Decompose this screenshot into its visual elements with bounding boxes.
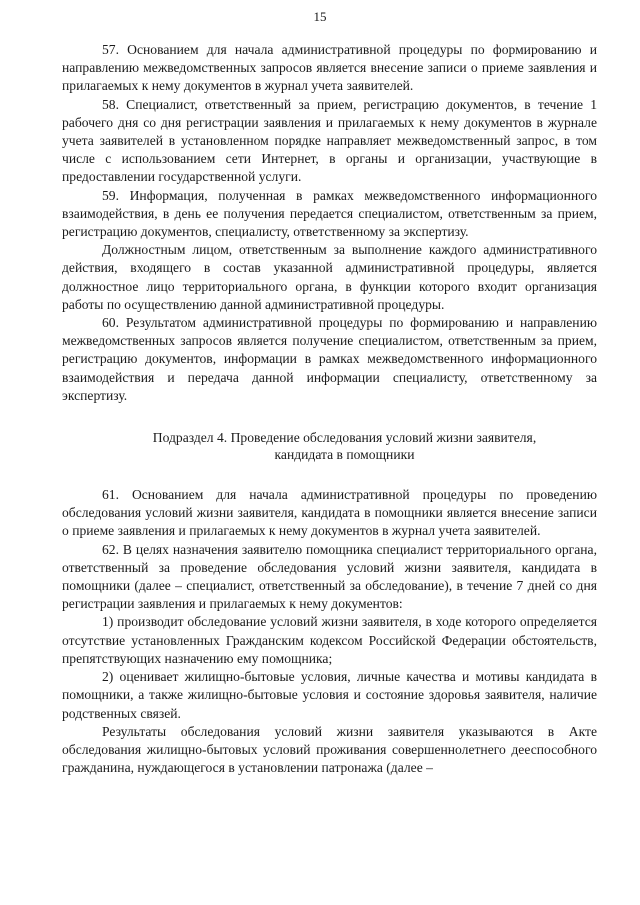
list-item-1: 1) производит обследование условий жизни заявителя, в ходе которого определяется отсутствие установленных Гражданским кодексом Российской Федерации обстоятельств, препятствующих назначению ему помощника; [62, 614, 597, 666]
paragraph-61: 61. Основанием для начала административной процедуры по проведению обследования условий жизни заявителя, кандидата в помощники является внесение записи о приеме заявления и прилагаемых к нему документов в журнал учета заявителей. [62, 487, 597, 539]
subsection-heading-line2: кандидата в помощники [274, 447, 415, 463]
document-body [62, 41, 597, 777]
list-item-2: 2) оценивает жилищно-бытовые условия, личные качества и мотивы кандидата в помощники, а также жилищно-бытовые условия и состояние здоровья заявителя, наличие родственных связей. [62, 669, 597, 721]
subsection-heading-line1: Подраздел 4. Проведение обследования условий жизни заявителя, [152, 430, 537, 446]
paragraph-62: 62. В целях назначения заявителю помощника специалист территориального органа, ответственный за проведение обследования условий жизни заявителя, кандидата в помощники (далее – специалист, ответственный за обследование), в течение 7 дней со дня регистрации заявления и прилагаемых к нему документов: [62, 541, 597, 612]
paragraph-58: 58. Специалист, ответственный за прием, регистрацию документов, в течение 1 рабочего дня со дня регистрации заявления и прилагаемых к нему документов в журнале учета заявителей в установленном порядке направляет межведомственный запрос, в том числе с использованием сети Интернет, в органы и организации, участвующие в предоставлении государственной услуги. [62, 96, 597, 185]
paragraph-results: Результаты обследования условий жизни заявителя указываются в Акте обследования жилищно-бытовых условий проживания совершеннолетнего дееспособного гражданина, нуждающегося в установлении патронажа (далее – [62, 723, 597, 776]
paragraph-57: 57. Основанием для начала административной процедуры по формированию и направлению межведомственных запросов является внесение записи о приеме заявления и прилагаемых к нему документов в журнал учета заявителей. [62, 42, 597, 94]
page-number: 15 [313, 9, 327, 24]
paragraph-60: 60. Результатом административной процедуры по формированию и направлению межведомственных запросов является получение специалистом, ответственным за прием, регистрацию документов, информации в рамках межведомственного информационного взаимодействия и передача данной информации специалисту, ответственному за экспертизу. [62, 315, 597, 403]
paragraph-59: 59. Информация, полученная в рамках межведомственного информационного взаимодействия, в день ее получения передается специалистом, ответственным за прием, регистрацию документов, специалисту, ответственному за экспертизу. [62, 187, 597, 240]
subsection-heading [62, 429, 597, 463]
paragraph-responsible-official: Должностным лицом, ответственным за выполнение каждого административного действия, входящего в состав указанной административной процедуры, является должностное лицо территориального органа, в функции которого входит организация работы по осуществлению данной административной процедуры. [62, 242, 597, 312]
